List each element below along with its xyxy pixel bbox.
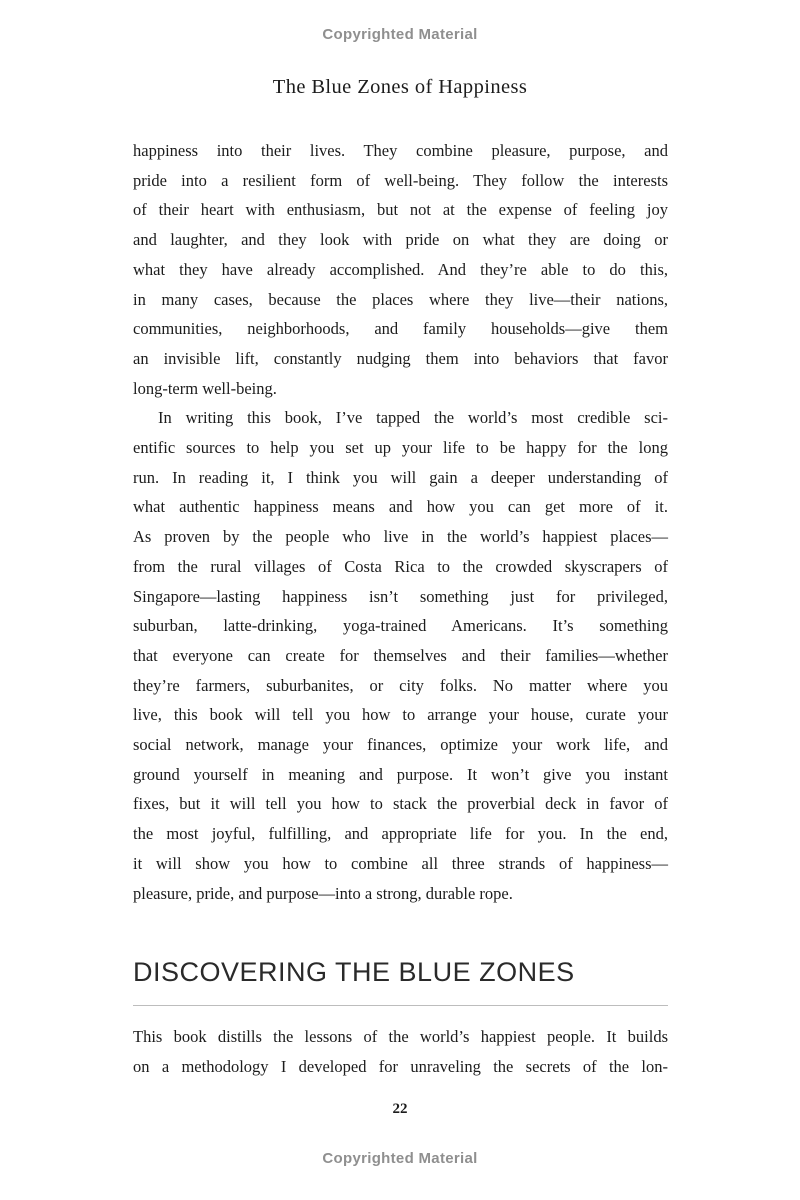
paragraph: [133, 1022, 668, 1081]
text-line: This book distills the lessons of the world’s happiest people. It builds: [133, 1027, 668, 1046]
text-line: an invisible lift, constantly nudging them into behaviors that favor: [133, 348, 668, 368]
section-divider: [133, 1005, 668, 1006]
text-line: pride into a resilient form of well-being. They follow the interests: [133, 170, 668, 190]
text-line: entific sources to help you set up your life to be happy for the long: [133, 438, 668, 458]
text-line: long-term well-being.: [133, 378, 277, 398]
text-line: what they have already accomplished. And they’re able to do this,: [133, 259, 668, 279]
text-line: it will show you how to combine all three strands of happiness—: [133, 853, 668, 873]
body-text: [133, 136, 668, 908]
text-line: Singapore—lasting happiness isn’t something just for privileged,: [133, 586, 668, 606]
text-line: social network, manage your finances, optimize your work life, and: [133, 735, 668, 755]
text-line: run. In reading it, I think you will gain a deeper understanding of: [133, 467, 668, 487]
text-line: In writing this book, I’ve tapped the world’s most credible sci-: [158, 408, 668, 428]
copyright-notice-top: Copyrighted Material: [322, 26, 478, 43]
copyright-notice-bottom: Copyrighted Material: [322, 1150, 478, 1167]
text-line: that everyone can create for themselves and their families—whether: [133, 645, 668, 665]
text-line: of their heart with enthusiasm, but not at the expense of feeling joy: [133, 200, 668, 220]
text-line: they’re farmers, suburbanites, or city folks. No matter where you: [133, 675, 668, 695]
text-line: on a methodology I developed for unraveling the secrets of the lon-: [133, 1056, 668, 1076]
text-line: As proven by the people who live in the world’s happiest places—: [133, 527, 668, 547]
page-number: 22: [392, 1101, 408, 1117]
paragraph: [133, 403, 668, 908]
text-line: happiness into their lives. They combine pleasure, purpose, and: [133, 141, 668, 160]
text-line: live, this book will tell you how to arrange your house, curate your: [133, 705, 668, 725]
text-line: ground yourself in meaning and purpose. It won’t give you instant: [133, 764, 668, 784]
body-text-after-heading: [133, 1022, 668, 1081]
text-line: the most joyful, fulfilling, and appropriate life for you. In the end,: [133, 824, 668, 844]
section-heading: DISCOVERING THE BLUE ZONES: [133, 957, 575, 987]
text-line: pleasure, pride, and purpose—into a strong, durable rope.: [133, 883, 513, 903]
text-line: fixes, but it will tell you how to stack the proverbial deck in favor of: [133, 794, 668, 814]
running-head: The Blue Zones of Happiness: [272, 76, 528, 98]
text-line: communities, neighborhoods, and family households—give them: [133, 319, 668, 339]
text-line: what authentic happiness means and how you can get more of it.: [133, 497, 668, 517]
paragraph: [133, 136, 668, 403]
text-line: and laughter, and they look with pride on what they are doing or: [133, 230, 668, 250]
text-line: in many cases, because the places where they live—their nations,: [133, 289, 668, 309]
text-line: from the rural villages of Costa Rica to the crowded skyscrapers of: [133, 556, 668, 576]
text-line: suburban, latte-drinking, yoga-trained Americans. It’s something: [133, 616, 668, 636]
